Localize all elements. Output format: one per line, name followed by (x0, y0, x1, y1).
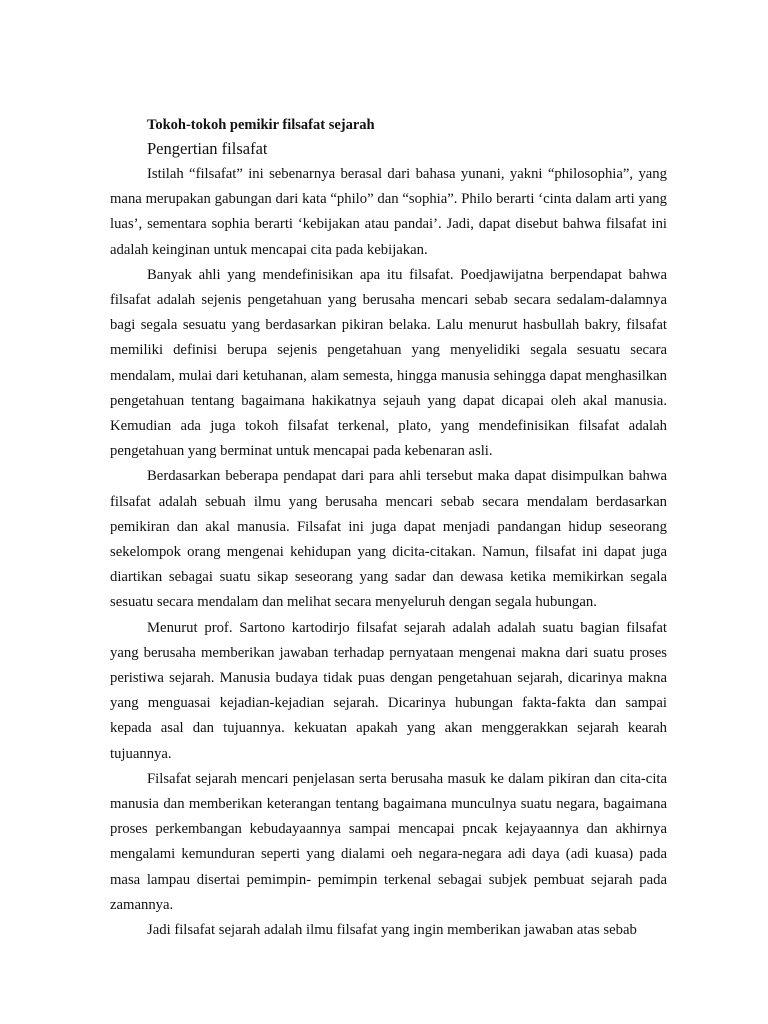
paragraph-conclusion: Berdasarkan beberapa pendapat dari para ahli tersebut maka dapat disimpulkan bahwa filsafat adalah sebuah ilmu yang berusaha mencari sebab secara mendalam berdasarkan pemikiran dan akal manusia. Filsafat ini juga dapat menjadi pandangan hidup seseorang sekelompok orang mengenai kehidupan yang dicita-citakan. Namun, filsafat ini dapat juga diartikan sebagai suatu sikap seseorang yang sadar dan dewasa ketika memikirkan segala sesuatu secara mendalam dan melihat secara menyeluruh dengan segala hubungan. (110, 468, 667, 611)
paragraph-definition-origin: Istilah “filsafat” ini sebenarnya berasal dari bahasa yunani, yakni “philosophia”, yang mana merupakan gabungan dari kata “philo” dan “sophia”. Philo berarti ‘cinta dalam arti yang luas’, sementara sophia berarti ‘kebijakan atau pandai’. Jadi, dapat disebut bahwa filsafat ini adalah keinginan untuk mencapai cita pada kebijakan. (110, 166, 667, 258)
section-heading: Pengertian filsafat (147, 139, 268, 158)
paragraph-sartono-kartodirjo: Menurut prof. Sartono kartodirjo filsafat sejarah adalah adalah suatu bagian filsafat yang berusaha memberikan jawaban terhadap pernyataan mengenai makna dari suatu proses peristiwa sejarah. Manusia budaya tidak puas dengan pengetahuan sejarah, dicarinya makna yang menguasai kejadian-kejadian sejarah. Dicarinya hubungan fakta-fakta dan sampai kepada asal dan tujuannya. kekuatan apakah yang akan menggerakkan sejarah kearah tujuannya. (110, 619, 667, 762)
paragraph-philosophy-of-history: Filsafat sejarah mencari penjelasan serta berusaha masuk ke dalam pikiran dan cita-cita manusia dan memberikan keterangan tentang bagaimana munculnya suatu negara, bagaimana proses perkembangan kebudayaannya sampai mencapai pncak kejayaannya dan akhirnya mengalami kemunduran seperti yang dialami oeh negara-negara adi daya (adi kuasa) pada masa lampau disertai pemimpin- pemimpin terkenal sebagai subjek pembuat sejarah pada zamannya. (110, 770, 667, 913)
paragraph-expert-definitions: Banyak ahli yang mendefinisikan apa itu filsafat. Poedjawijatna berpendapat bahwa filsafat adalah sejenis pengetahuan yang berusaha mencari sebab secara sedalam-dalamnya bagi segala sesuatu yang berdasarkan pikiran belaka. Lalu menurut hasbullah bakry, filsafat memiliki definisi berupa sejenis pengetahuan yang menyelidiki segala sesuatu secara mendalam, mulai dari ketuhanan, alam semesta, hingga manusia sehingga dapat menghasilkan pengetahuan tentang bagaimana hakikatnya sejauh yang dapat dicapai oleh akal manusia. Kemudian ada juga tokoh filsafat terkenal, plato, yang mendefinisikan filsafat adalah pengetahuan yang berminat untuk mencapai pada kebenaran asli. (110, 266, 667, 460)
paragraph-summary-start: Jadi filsafat sejarah adalah ilmu filsafat yang ingin memberikan jawaban atas sebab (147, 922, 637, 939)
document-title: Tokoh-tokoh pemikir filsafat sejarah (147, 117, 375, 133)
document-body (110, 114, 667, 943)
